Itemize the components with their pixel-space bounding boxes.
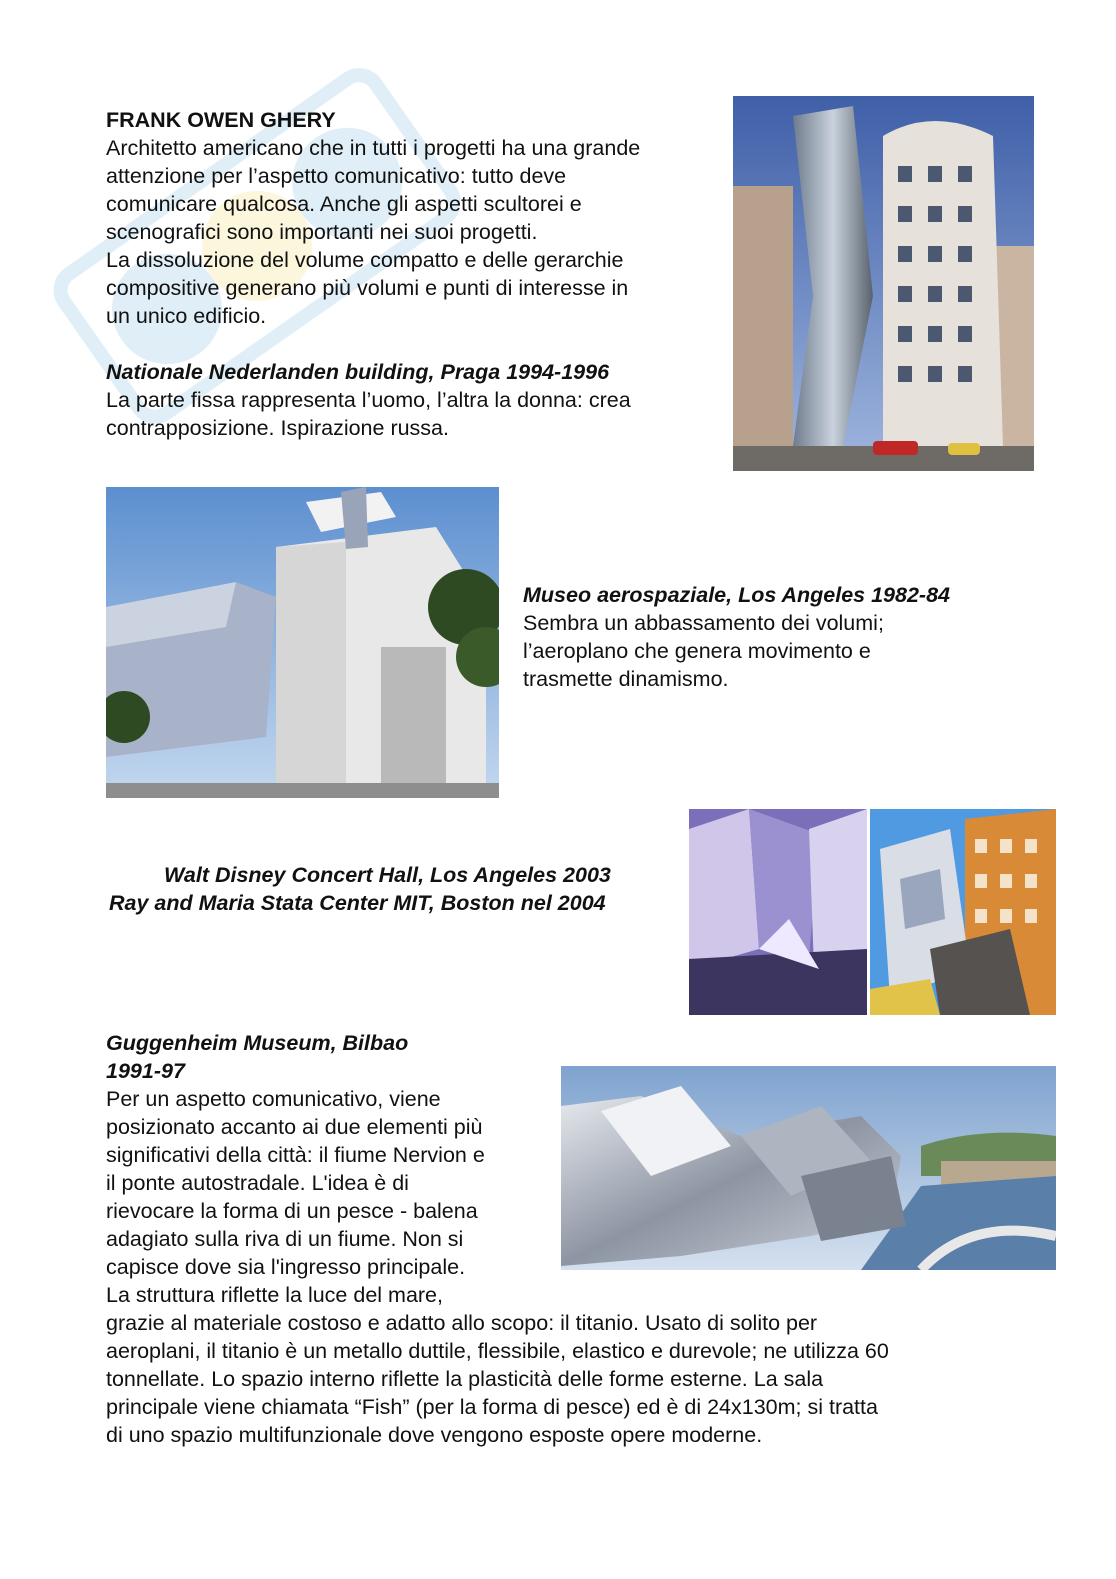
photo-stata-center	[870, 809, 1056, 1015]
project-description-line: aeroplani, il titanio è un metallo duttile, flessibile, elastico e durevole; ne utilizza 60	[106, 1339, 889, 1363]
project-description-line: principale viene chiamata “Fish” (per la forma di pesce) ed è di 24x130m; si tratta	[106, 1395, 878, 1419]
photo-disney-concert-hall	[689, 809, 867, 1015]
project-description-line: rievocare la forma di un pesce - balena	[106, 1199, 478, 1223]
heading-frank-owen-ghery: FRANK OWEN GHERY	[106, 108, 336, 132]
project-description-line: trasmette dinamismo.	[523, 667, 729, 691]
project-description-line: adagiato sulla riva di un fiume. Non si	[106, 1227, 464, 1251]
photo-aerospace-museum	[106, 487, 499, 798]
project-description-line: l’aeroplano che genera movimento e	[523, 639, 871, 663]
project-description-line: di uno spazio multifunzionale dove vengono esposte opere moderne.	[106, 1423, 763, 1447]
project-description-line: La parte fissa rappresenta l’uomo, l’altra la donna: crea	[106, 388, 631, 412]
photo-guggenheim-bilbao	[561, 1066, 1056, 1270]
project-description-line: contrapposizione. Ispirazione russa.	[106, 416, 449, 440]
project-description-line: Per un aspetto comunicativo, viene	[106, 1087, 441, 1111]
project-description-line: significativi della città: il fiume Nervion e	[106, 1143, 485, 1167]
intro-line: un unico edificio.	[106, 304, 267, 328]
project-title-guggenheim: Guggenheim Museum, Bilbao	[106, 1031, 409, 1055]
project-description-line: Sembra un abbassamento dei volumi;	[523, 611, 884, 635]
project-description-line: il ponte autostradale. L'idea è di	[106, 1171, 409, 1195]
project-description-line: La struttura riflette la luce del mare,	[106, 1283, 443, 1307]
project-description-line: posizionato accanto ai due elementi più	[106, 1115, 483, 1139]
project-description-line: grazie al materiale costoso e adatto allo scopo: il titanio. Usato di solito per	[106, 1311, 818, 1335]
project-years-guggenheim: 1991-97	[106, 1059, 185, 1083]
intro-line: Architetto americano che in tutti i progetti ha una grande	[106, 136, 641, 160]
intro-line: scenografici sono importanti nei suoi progetti.	[106, 220, 538, 244]
project-title-praga: Nationale Nederlanden building, Praga 1994-1996	[106, 360, 610, 384]
project-description-line: tonnellate. Lo spazio interno riflette la plasticità delle forme esterne. La sala	[106, 1367, 824, 1391]
intro-line: compositive generano più volumi e punti di interesse in	[106, 276, 629, 300]
photo-dancing-house	[733, 96, 1034, 471]
project-title-stata-center: Ray and Maria Stata Center MIT, Boston nel 2004	[109, 891, 606, 915]
intro-line: comunicare qualcosa. Anche gli aspetti scultorei e	[106, 192, 582, 216]
intro-line: La dissoluzione del volume compatto e delle gerarchie	[106, 248, 624, 272]
project-title-disney-hall: Walt Disney Concert Hall, Los Angeles 2003	[164, 863, 611, 887]
intro-line: attenzione per l’aspetto comunicativo: tutto deve	[106, 164, 567, 188]
project-title-aerospace: Museo aerospaziale, Los Angeles 1982-84	[523, 583, 950, 607]
project-description-line: capisce dove sia l'ingresso principale.	[106, 1255, 466, 1279]
